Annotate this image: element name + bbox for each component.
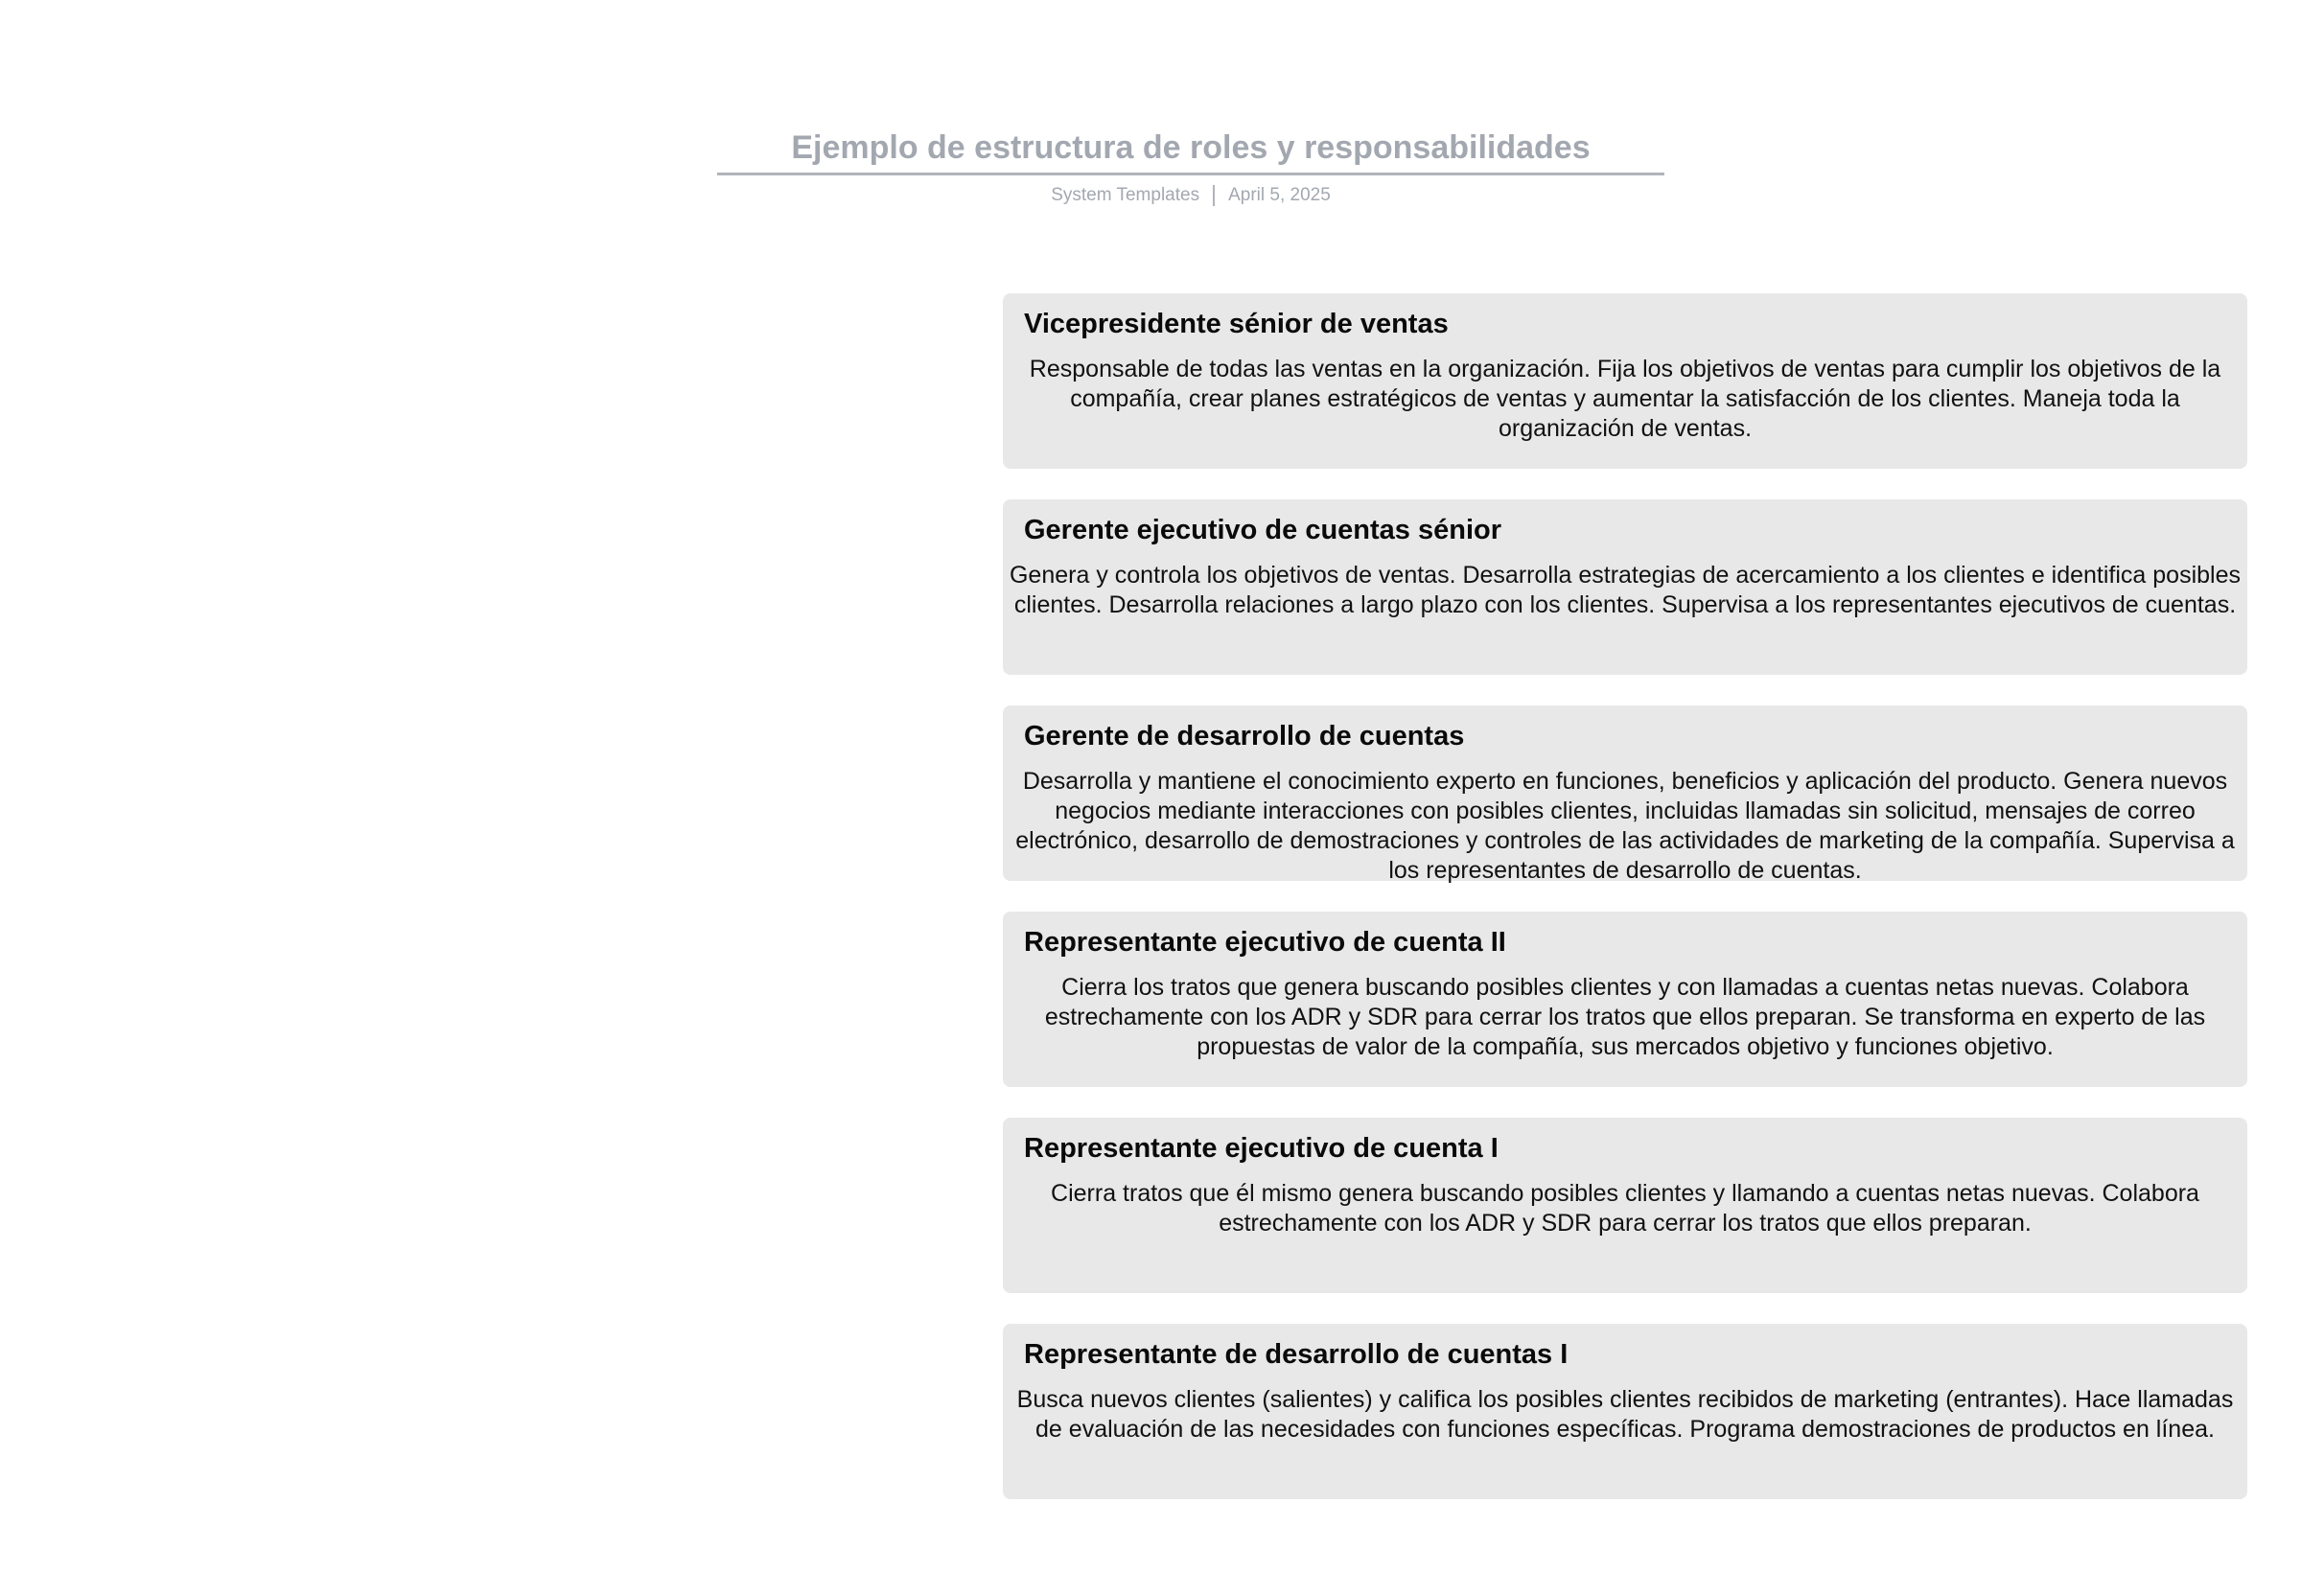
meta-divider <box>1213 185 1215 206</box>
role-description: Busca nuevos clientes (salientes) y califica los posibles clientes recibidos de marketing (entrantes). Hace llamadas de evaluación de las necesidades con funciones específicas. Programa demostraciones de productos en línea. <box>1016 1386 2234 1443</box>
role-card-account-executive-ii[interactable] <box>1003 912 2247 1087</box>
roles-list <box>1003 293 2247 1530</box>
role-title: Vicepresidente sénior de ventas <box>1024 309 1449 339</box>
role-title: Representante de desarrollo de cuentas I <box>1024 1339 1569 1370</box>
page-title[interactable]: Ejemplo de estructura de roles y responsabilidades <box>791 129 1591 166</box>
role-title: Gerente ejecutivo de cuentas sénior <box>1024 515 1502 545</box>
author-label: System Templates <box>1051 185 1200 205</box>
document-header <box>717 123 1664 208</box>
role-card-senior-account-executive-manager[interactable] <box>1003 499 2247 675</box>
date-label: April 5, 2025 <box>1228 185 1331 205</box>
role-title: Representante ejecutivo de cuenta II <box>1024 927 1506 958</box>
role-description: Cierra tratos que él mismo genera buscando posibles clientes y llamando a cuentas netas nuevas. Colabora estrechamente con los ADR y SDR para cerrar los tratos que ellos preparan. <box>1051 1180 2199 1237</box>
role-card-senior-vp-sales[interactable] <box>1003 293 2247 469</box>
title-underline <box>717 173 1664 175</box>
role-card-account-development-rep-i[interactable] <box>1003 1324 2247 1499</box>
role-description: Desarrolla y mantiene el conocimiento experto en funciones, beneficios y aplicación del producto. Genera nuevos negocios mediante interacciones con posibles clientes, incluidas llamadas sin solicitud, mensajes de correo electrónico, desarrollo de demostraciones y controles de las actividades de marketing de la compañía. Supervisa a los representantes de desarrollo de cuentas. <box>1015 768 2235 884</box>
role-description: Cierra los tratos que genera buscando posibles clientes y con llamadas a cuentas netas nuevas. Colabora estrechamente con los ADR y SDR para cerrar los tratos que ellos preparan. Se transforma en experto de las propuestas de valor de la compañía, sus mercados objetivo y funciones objetivo. <box>1044 974 2206 1060</box>
role-title: Representante ejecutivo de cuenta I <box>1024 1133 1499 1164</box>
document-meta <box>717 183 1664 208</box>
role-description: Genera y controla los objetivos de ventas. Desarrolla estrategias de acercamiento a los clientes e identifica posibles clientes. Desarrolla relaciones a largo plazo con los clientes. Supervisa a los representantes ejecutivos de cuentas. <box>1009 562 2242 618</box>
role-title: Gerente de desarrollo de cuentas <box>1024 721 1465 752</box>
role-card-account-executive-i[interactable] <box>1003 1118 2247 1293</box>
role-card-account-development-manager[interactable] <box>1003 705 2247 884</box>
role-description: Responsable de todas las ventas en la organización. Fija los objetivos de ventas para cumplir los objetivos de la compañía, crear planes estratégicos de ventas y aumentar la satisfacción de los clientes. Maneja toda la organización de ventas. <box>1029 356 2221 442</box>
